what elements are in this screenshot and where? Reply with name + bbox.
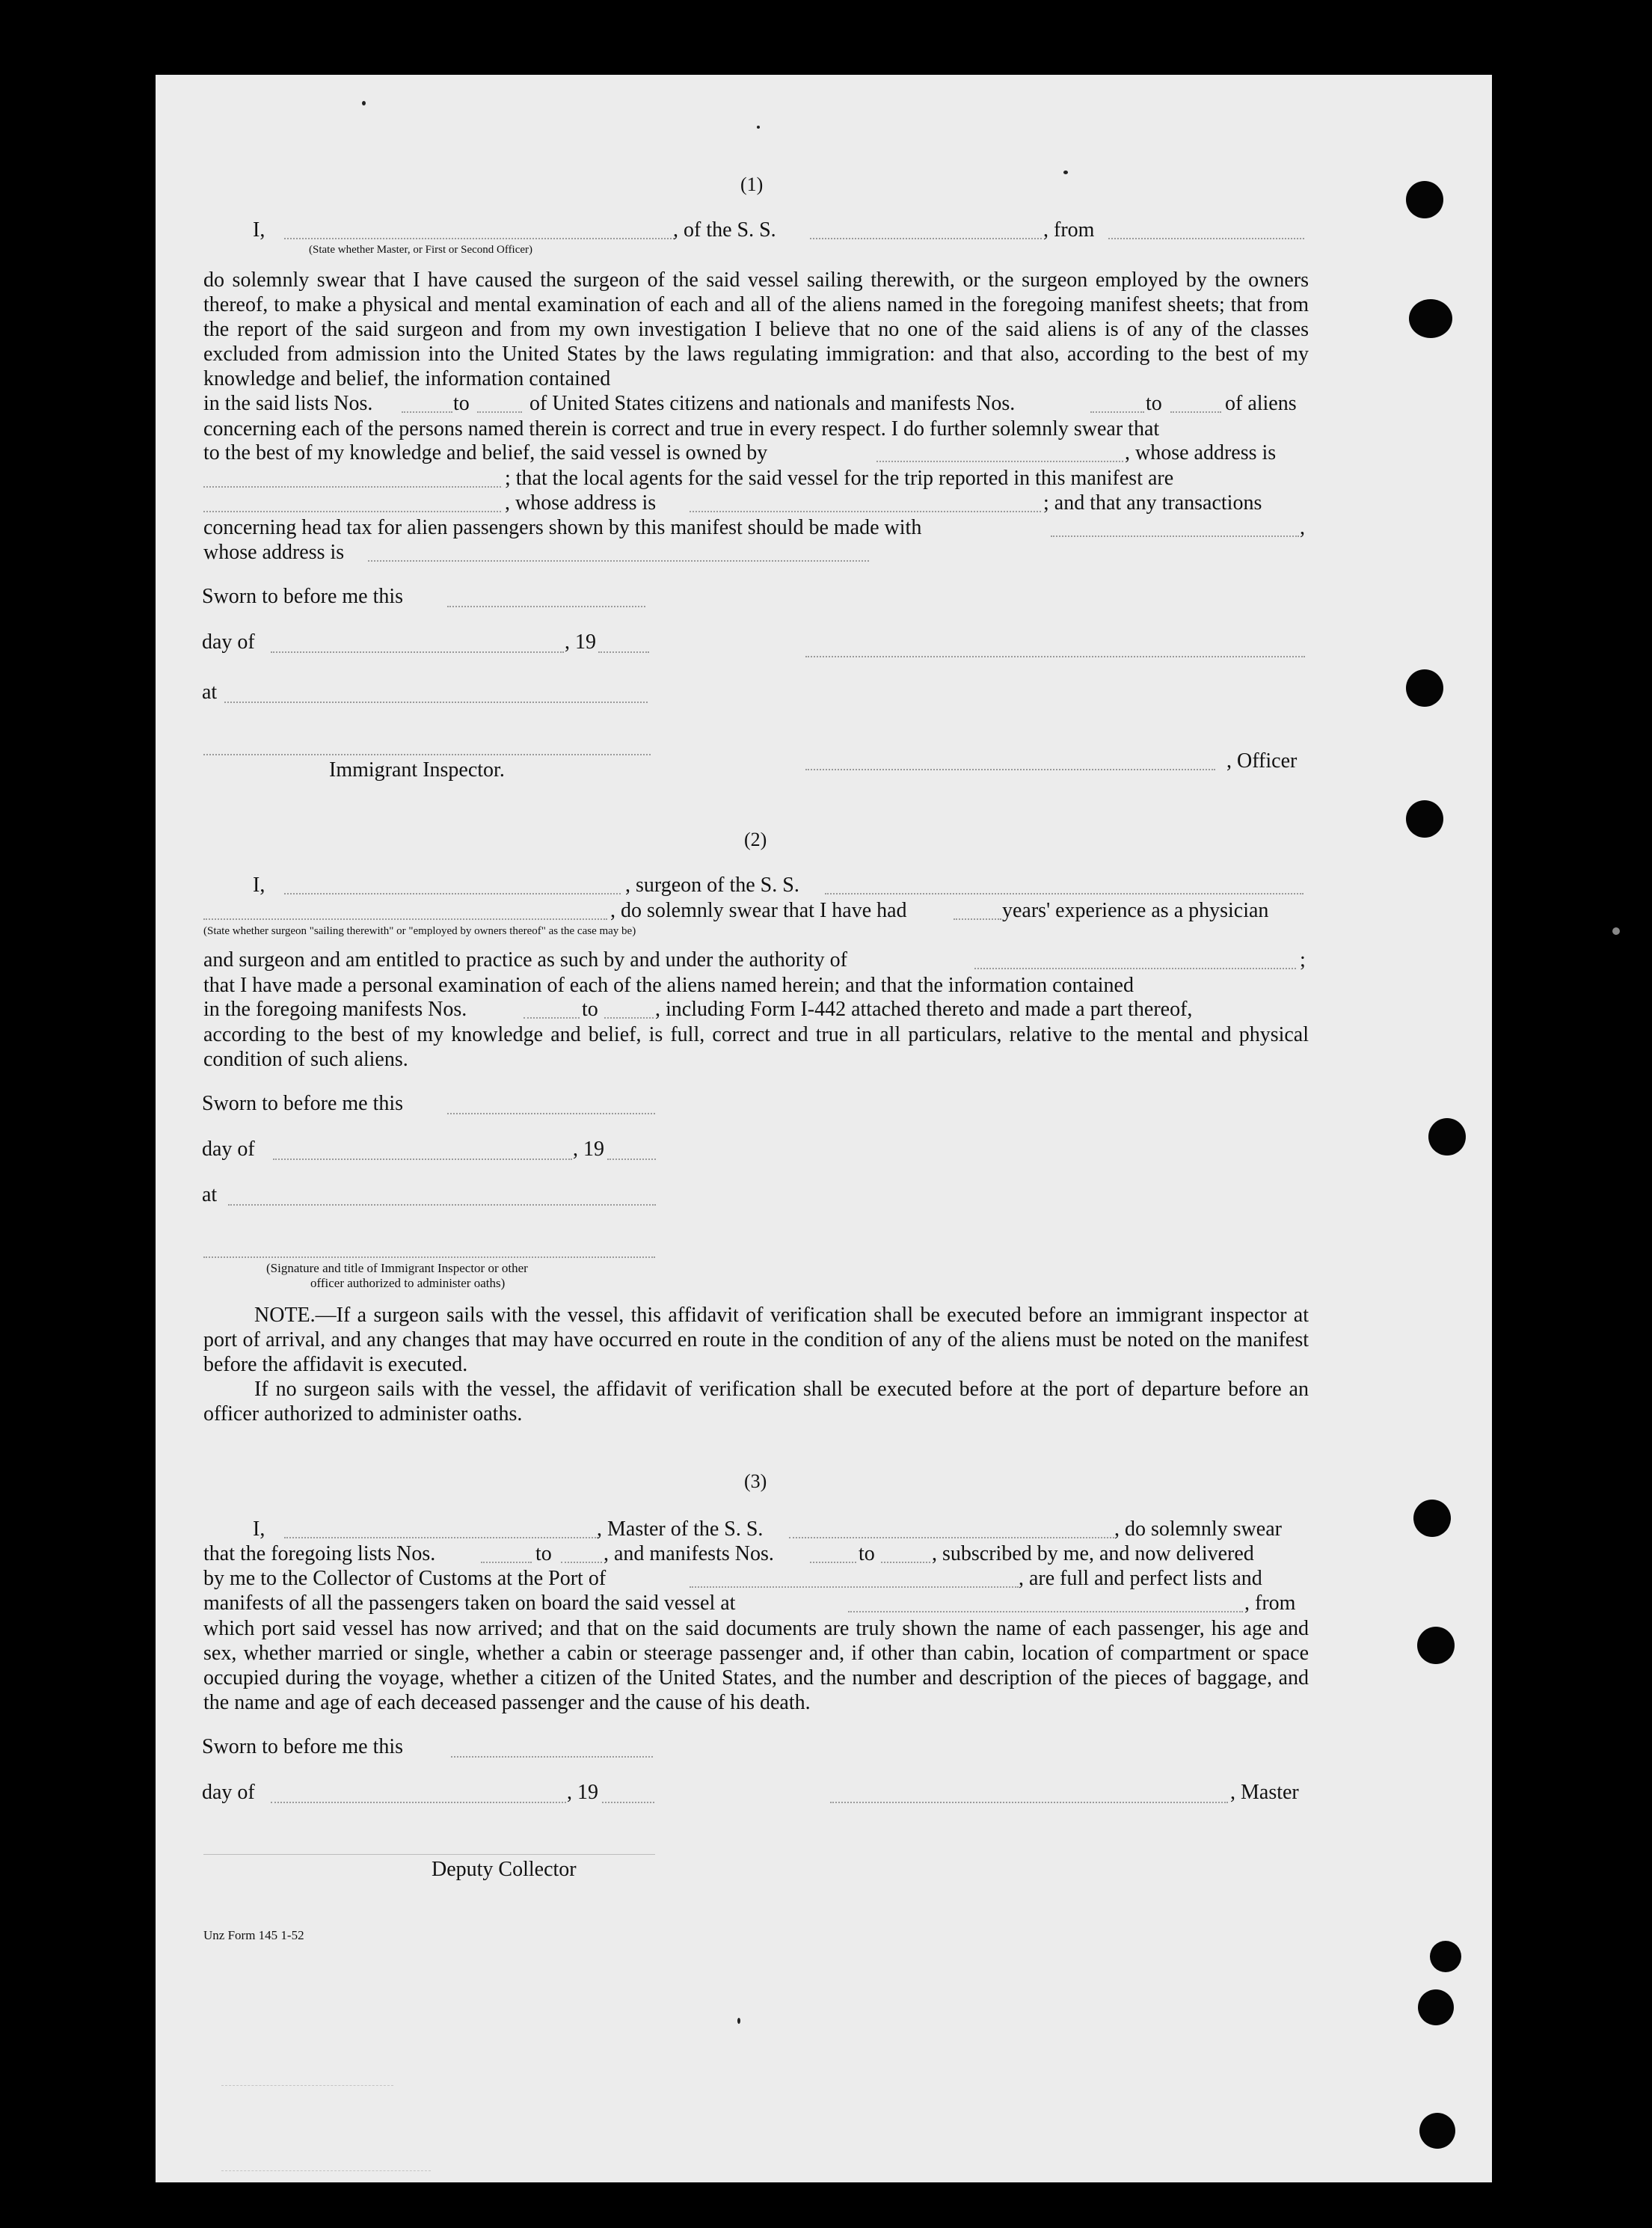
text: ; and that any transactions bbox=[1043, 491, 1262, 515]
text: , subscribed by me, and now delivered bbox=[932, 1542, 1254, 1565]
text: , whose address is bbox=[1125, 441, 1277, 464]
caption: (State whether surgeon "sailing therewith" or "employed by owners thereof" as the case may be) bbox=[203, 925, 636, 937]
text: I, bbox=[253, 1517, 265, 1541]
blank-line bbox=[447, 1113, 655, 1114]
blank-line bbox=[810, 238, 1042, 239]
text: concerning head tax for alien passengers shown by this manifest should be made with bbox=[203, 516, 922, 539]
blank-line bbox=[203, 486, 501, 488]
text: , are full and perfect lists and bbox=[1019, 1567, 1262, 1590]
text: , 19 bbox=[573, 1138, 604, 1161]
blank-line bbox=[876, 461, 1123, 462]
section-number: (1) bbox=[740, 174, 764, 195]
paragraph: which port said vessel has now arrived; and that on the said documents are truly shown the name of each passenger, his age and sex, whether married or single, whether a cabin or steerage passenger and, if other than cabin, location of compartment or space occupied during the voyage, whether a citizen of the United States, and the number and description of the pieces of baggage, and the name and age of each deceased passenger and the cause of his death. bbox=[203, 1617, 1309, 1714]
text: and surgeon and am entitled to practice as such by and under the authority of bbox=[203, 948, 847, 972]
text: Deputy Collector bbox=[432, 1858, 577, 1881]
binder-hole bbox=[1418, 1989, 1454, 2025]
blank-line bbox=[602, 1802, 654, 1803]
blank-line bbox=[451, 1756, 653, 1758]
binder-hole bbox=[1428, 1118, 1466, 1156]
blank-line bbox=[881, 1562, 930, 1563]
speck bbox=[737, 2018, 740, 2024]
speck bbox=[362, 101, 366, 105]
text: concerning each of the persons named therein is correct and true in every respect. I do further solemnly swear that bbox=[203, 417, 1160, 441]
text: Immigrant Inspector. bbox=[329, 758, 505, 782]
caption: (State whether Master, or First or Second Officer) bbox=[309, 244, 533, 256]
faint-line bbox=[221, 2170, 431, 2171]
blank-line bbox=[224, 702, 648, 703]
text: I, bbox=[253, 874, 265, 897]
blank-line bbox=[203, 511, 501, 512]
text: , Master of the S. S. bbox=[597, 1517, 764, 1541]
binder-hole bbox=[1419, 2113, 1455, 2149]
blank-line bbox=[690, 1586, 1019, 1588]
blank-line bbox=[607, 1159, 656, 1160]
text: that the foregoing lists Nos. bbox=[203, 1542, 436, 1565]
text: years' experience as a physician bbox=[1002, 899, 1269, 922]
text: of United States citizens and nationals and manifests Nos. bbox=[529, 392, 1016, 415]
blank-line bbox=[203, 918, 607, 920]
blank-line bbox=[825, 893, 1304, 894]
signature-line bbox=[830, 1802, 1228, 1803]
text: , Officer bbox=[1226, 749, 1298, 773]
blank-line bbox=[273, 1159, 572, 1160]
text: Sworn to before me this bbox=[202, 1092, 404, 1115]
text: to bbox=[535, 1542, 552, 1565]
text: , of the S. S. bbox=[673, 218, 776, 242]
text: ; bbox=[1300, 948, 1306, 972]
text: , 19 bbox=[565, 630, 596, 654]
text: Sworn to before me this bbox=[202, 1735, 404, 1758]
text: in the said lists Nos. bbox=[203, 392, 373, 415]
text: I, bbox=[253, 218, 265, 242]
signature-line bbox=[203, 1854, 655, 1855]
binder-hole bbox=[1406, 800, 1443, 838]
signature-line bbox=[203, 754, 651, 755]
binder-hole bbox=[1409, 299, 1452, 338]
binder-hole bbox=[1406, 181, 1443, 218]
blank-line bbox=[447, 606, 645, 607]
text: , 19 bbox=[567, 1781, 598, 1804]
text: , do solemnly swear bbox=[1114, 1517, 1282, 1541]
binder-hole bbox=[1430, 1941, 1461, 1972]
paragraph: according to the best of my knowledge and belief, is full, correct and true in all particulars, relative to the mental and physical condition of such aliens. bbox=[203, 1023, 1309, 1071]
note-paragraph: If no surgeon sails with the vessel, the affidavit of verification shall be executed before at the port of departure before an officer authorized to administer oaths. bbox=[203, 1378, 1309, 1426]
text: to bbox=[1146, 392, 1162, 415]
faint-line bbox=[221, 2085, 393, 2086]
blank-line bbox=[1170, 411, 1221, 413]
blank-line bbox=[284, 893, 621, 894]
blank-line bbox=[523, 1017, 580, 1019]
section-number: (2) bbox=[744, 829, 767, 850]
note-paragraph: NOTE.—If a surgeon sails with the vessel, this affidavit of verification shall be executed before an immigrant inspector at port of arrival, and any changes that may have occurred en route in the condition of any of the aliens must be noted on the manifest before the affidavit is executed. bbox=[203, 1304, 1309, 1376]
text: , do solemnly swear that I have had bbox=[610, 899, 907, 922]
text: by me to the Collector of Customs at the Port of bbox=[203, 1567, 607, 1590]
text: whose address is bbox=[203, 541, 345, 564]
blank-line bbox=[954, 918, 1001, 920]
blank-line bbox=[690, 511, 1041, 512]
section-number: (3) bbox=[744, 1470, 767, 1492]
text: to bbox=[453, 392, 470, 415]
text: , Master bbox=[1230, 1781, 1299, 1804]
blank-line bbox=[477, 411, 522, 413]
text: at bbox=[202, 681, 218, 704]
signature-line bbox=[805, 769, 1215, 770]
text: , and manifests Nos. bbox=[604, 1542, 774, 1565]
blank-line bbox=[598, 651, 649, 653]
speck bbox=[1612, 927, 1620, 935]
blank-line bbox=[848, 1611, 1243, 1612]
binder-hole bbox=[1417, 1627, 1455, 1664]
paragraph: do solemnly swear that I have caused the surgeon of the said vessel sailing therewith, or the surgeon employed by the owners thereof, to make a physical and mental examination of each and all of the aliens named in the foregoing manifest sheets; that from the report of the said surgeon and from my own investigation I believe that no one of the said aliens is of any of the classes excluded from admission into the United States by the laws regulating immigration: and that also, according to the best of my knowledge and belief, the information contained bbox=[203, 268, 1309, 390]
blank-line bbox=[284, 238, 675, 239]
text: , bbox=[1300, 516, 1305, 539]
blank-line bbox=[974, 968, 1296, 969]
text: day of bbox=[202, 1138, 255, 1161]
blank-line bbox=[402, 411, 452, 413]
blank-line bbox=[1051, 535, 1299, 537]
blank-line bbox=[271, 1802, 566, 1803]
text: , from bbox=[1043, 218, 1095, 242]
blank-line bbox=[1090, 411, 1144, 413]
binder-hole bbox=[1406, 669, 1443, 707]
signature-line bbox=[203, 1256, 655, 1258]
speck bbox=[757, 126, 760, 129]
caption: officer authorized to administer oaths) bbox=[310, 1276, 506, 1290]
blank-line bbox=[284, 1537, 598, 1538]
text: ; that the local agents for the said vessel for the trip reported in this manifest are bbox=[505, 467, 1174, 490]
text: Sworn to before me this bbox=[202, 585, 404, 608]
caption: (Signature and title of Immigrant Inspector or other bbox=[266, 1261, 528, 1275]
text: , whose address is bbox=[505, 491, 657, 515]
text: at bbox=[202, 1183, 218, 1206]
text: day of bbox=[202, 630, 255, 654]
blank-line bbox=[228, 1204, 656, 1206]
text: in the foregoing manifests Nos. bbox=[203, 998, 467, 1021]
form-number: Unz Form 145 1-52 bbox=[203, 1928, 304, 1942]
blank-line bbox=[368, 560, 869, 562]
blank-line bbox=[1108, 238, 1304, 239]
text: of aliens bbox=[1225, 392, 1297, 415]
blank-line bbox=[481, 1562, 532, 1563]
signature-line bbox=[805, 656, 1305, 657]
blank-line bbox=[810, 1562, 856, 1563]
text: , from bbox=[1244, 1592, 1296, 1615]
text: to bbox=[582, 998, 598, 1021]
blank-line bbox=[561, 1562, 602, 1563]
blank-line bbox=[789, 1537, 1114, 1538]
text: , including Form I-442 attached thereto and made a part thereof, bbox=[655, 998, 1193, 1021]
text: to bbox=[859, 1542, 875, 1565]
text: to the best of my knowledge and belief, the said vessel is owned by bbox=[203, 441, 768, 464]
text: manifests of all the passengers taken on board the said vessel at bbox=[203, 1592, 736, 1615]
blank-line bbox=[271, 651, 564, 653]
text: day of bbox=[202, 1781, 255, 1804]
text: , surgeon of the S. S. bbox=[625, 874, 799, 897]
blank-line bbox=[604, 1017, 654, 1019]
binder-hole bbox=[1413, 1500, 1451, 1537]
text: that I have made a personal examination of each of the aliens named herein; and that the information contained bbox=[203, 974, 1134, 997]
speck bbox=[1063, 171, 1068, 174]
